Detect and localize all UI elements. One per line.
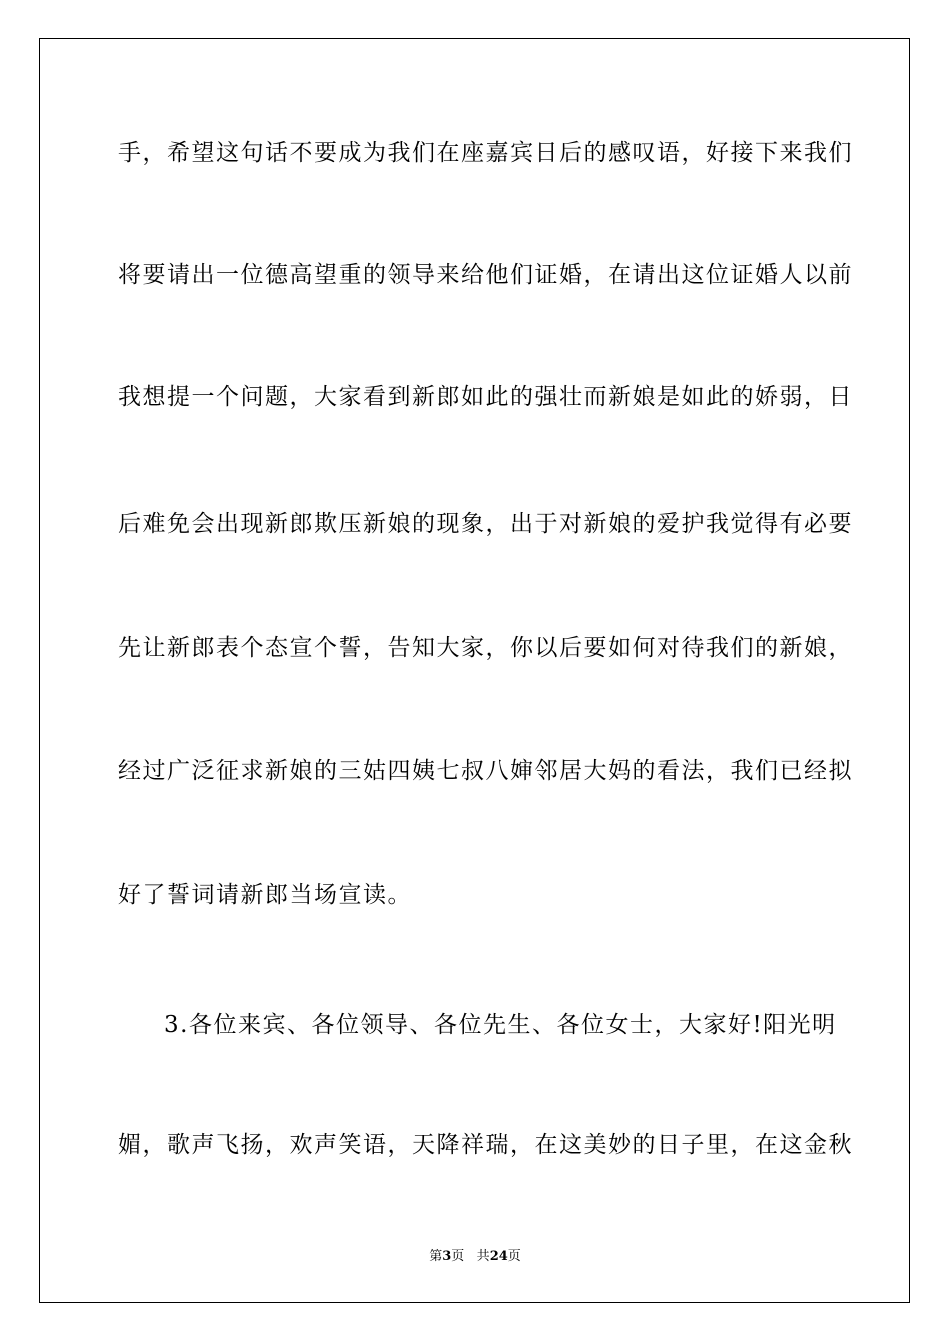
body-text-line-2: 将要请出一位德高望重的领导来给他们证婚，在请出这位证婚人以前 [118, 262, 853, 288]
body-text-line-6: 经过广泛征求新娘的三姑四姨七叔八婶邻居大妈的看法，我们已经拟 [118, 758, 853, 784]
body-text-line-4: 后难免会出现新郎欺压新娘的现象，出于对新娘的爱护我觉得有必要 [118, 511, 853, 537]
page-footer [0, 1248, 950, 1266]
page-prefix: 第 [429, 1249, 443, 1264]
total-pages: 24 [489, 1249, 508, 1264]
body-text-line-5: 先让新郎表个态宣个誓，告知大家，你以后要如何对待我们的新娘， [118, 635, 853, 661]
body-text-line-7: 好了誓词请新郎当场宣读。 [118, 882, 412, 908]
body-text-line-9: 媚，歌声飞扬，欢声笑语，天降祥瑞，在这美妙的日子里，在这金秋 [118, 1132, 853, 1158]
total-suffix: 页 [507, 1249, 521, 1264]
body-text-line-8: 3.各位来宾、各位领导、各位先生、各位女士，大家好!阳光明 [164, 1012, 837, 1038]
total-prefix: 共 [476, 1249, 490, 1264]
body-text-line-3: 我想提一个问题，大家看到新郎如此的强壮而新娘是如此的娇弱，日 [118, 384, 853, 410]
page-border [39, 38, 910, 1303]
body-text-line-1: 手，希望这句话不要成为我们在座嘉宾日后的感叹语，好接下来我们 [118, 140, 853, 166]
page-suffix: 页 [451, 1249, 465, 1264]
page-number: 3 [442, 1249, 452, 1264]
